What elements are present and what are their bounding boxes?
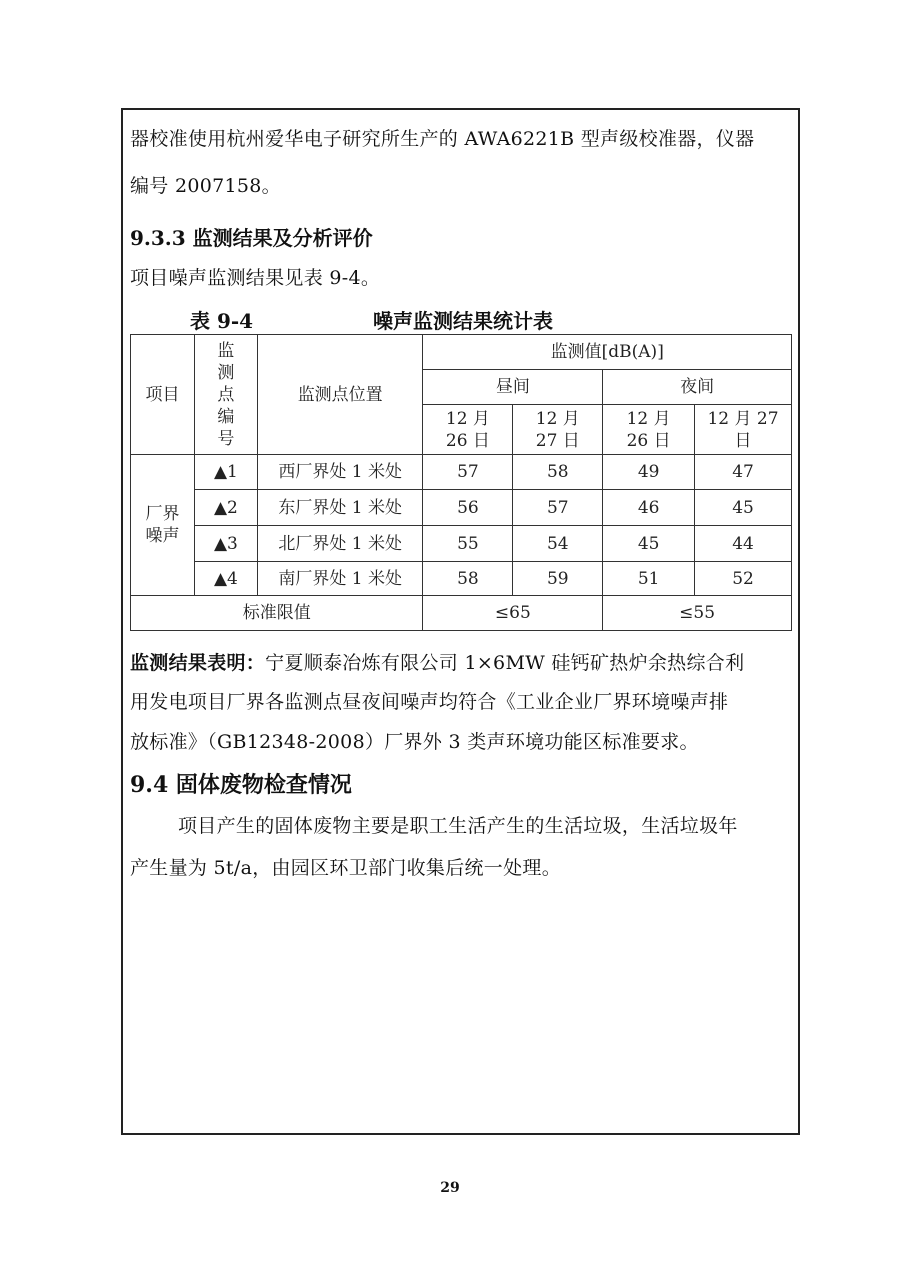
value-cell: 51 <box>603 562 695 596</box>
header-values: 监测值[dB(A)] <box>423 335 792 370</box>
conclusion-line-2: 用发电项目厂界各监测点昼夜间噪声均符合《工业企业厂界环境噪声排 <box>130 691 729 713</box>
location-cell: 北厂界处 1 米处 <box>257 526 423 562</box>
header-date: 12 月 26 日 <box>603 405 695 455</box>
point-id-cell: ▲3 <box>194 526 257 562</box>
header-point-id: 监测点编号 <box>194 335 257 455</box>
header-night: 夜间 <box>603 370 792 405</box>
table-caption-title: 噪声监测结果统计表 <box>373 309 553 333</box>
value-cell: 55 <box>423 526 513 562</box>
table-row <box>131 490 792 526</box>
location-cell: 西厂界处 1 米处 <box>257 455 423 490</box>
limit-label: 标准限值 <box>131 596 423 631</box>
header-day: 昼间 <box>423 370 603 405</box>
conclusion-line-3: 放标准》（GB12348-2008）厂界外 3 类声环境功能区标准要求。 <box>130 731 699 753</box>
conclusion-label: 监测结果表明： <box>130 652 266 674</box>
section-heading-9-3-3: 9.3.3 监测结果及分析评价 <box>130 226 373 250</box>
point-id-cell: ▲2 <box>194 490 257 526</box>
intro-line-1: 器校准使用杭州爱华电子研究所生产的 AWA6221B 型声级校准器，仪器 <box>130 128 755 150</box>
value-cell: 45 <box>695 490 792 526</box>
value-cell: 44 <box>695 526 792 562</box>
value-cell: 49 <box>603 455 695 490</box>
table-caption-number: 表 9-4 <box>190 309 254 333</box>
table-row <box>131 455 792 490</box>
point-id-cell: ▲4 <box>194 562 257 596</box>
value-cell: 46 <box>603 490 695 526</box>
point-id-cell: ▲1 <box>194 455 257 490</box>
value-cell: 52 <box>695 562 792 596</box>
header-date: 12 月 26 日 <box>423 405 513 455</box>
value-cell: 57 <box>513 490 603 526</box>
header-location: 监测点位置 <box>257 335 423 455</box>
value-cell: 58 <box>423 562 513 596</box>
table-row <box>131 596 792 631</box>
value-cell: 47 <box>695 455 792 490</box>
intro-line-2: 编号 2007158。 <box>130 175 281 197</box>
conclusion-text: 宁夏顺泰冶炼有限公司 1×6MW 硅钙矿热炉余热综合利 <box>265 652 745 674</box>
solid-waste-line-2: 产生量为 5t/a，由园区环卫部门收集后统一处理。 <box>130 857 561 879</box>
header-date: 12 月 27 日 <box>513 405 603 455</box>
table-row <box>131 562 792 596</box>
section-heading-9-4: 9.4 固体废物检查情况 <box>130 772 352 798</box>
group-label: 厂界噪声 <box>131 455 195 596</box>
header-date: 12 月 27 日 <box>695 405 792 455</box>
header-item: 项目 <box>131 335 195 455</box>
value-cell: 54 <box>513 526 603 562</box>
page-number: 29 <box>440 1180 460 1196</box>
noise-results-table <box>130 334 792 631</box>
table-reference-text: 项目噪声监测结果见表 9-4。 <box>130 267 381 289</box>
limit-night: ≤55 <box>603 596 792 631</box>
conclusion-line-1 <box>130 648 744 675</box>
limit-day: ≤65 <box>423 596 603 631</box>
value-cell: 45 <box>603 526 695 562</box>
table-row <box>131 526 792 562</box>
value-cell: 59 <box>513 562 603 596</box>
value-cell: 58 <box>513 455 603 490</box>
value-cell: 57 <box>423 455 513 490</box>
solid-waste-line-1: 项目产生的固体废物主要是职工生活产生的生活垃圾，生活垃圾年 <box>178 815 738 837</box>
location-cell: 东厂界处 1 米处 <box>257 490 423 526</box>
value-cell: 56 <box>423 490 513 526</box>
location-cell: 南厂界处 1 米处 <box>257 562 423 596</box>
